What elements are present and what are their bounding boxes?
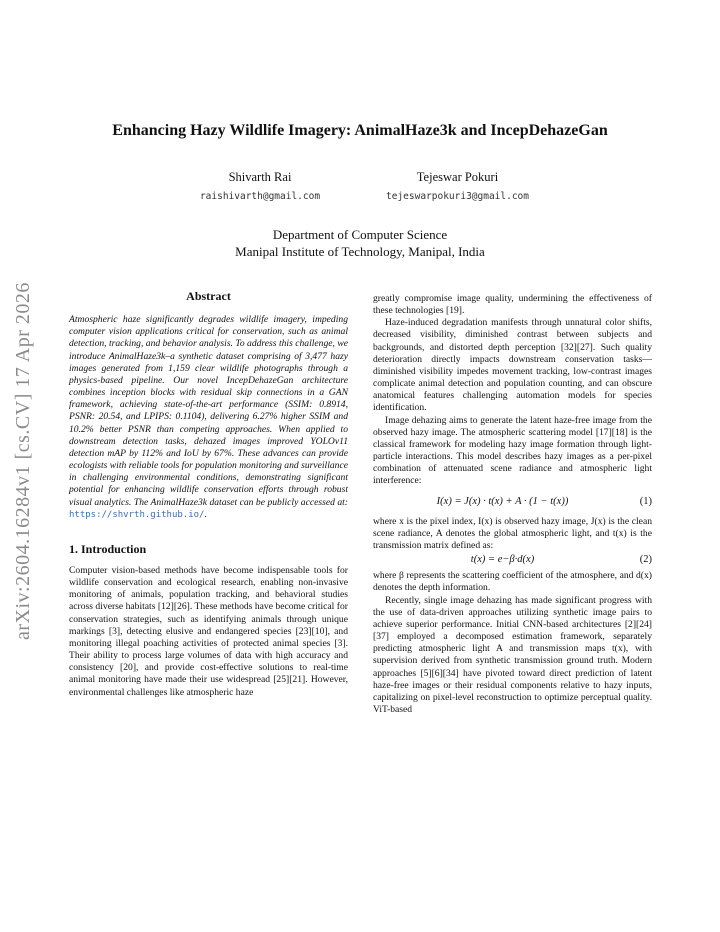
intro-paragraph: Computer vision-based methods have become indispensable tools for wildlife conservation and ecological research, enabling non-invasive monitoring of animals, population tracking, and behavioral studies across diverse habitats [12][26]. These methods have become critical for conservation strategies, such as identifying animals through unique markings [3], detecting elusive and endangered species [23][10], and monitoring illegal poaching activities of protected animal species [3]. Their ability to process large volumes of data with high accuracy and consistency [20], and provide cost-effective solutions to real-time animal monitoring have made their use widespread [25][21]. However, environmental challenges like atmospheric haze: [69, 564, 348, 698]
author-email: raishivarth@gmail.com: [199, 191, 321, 202]
arxiv-stamp: arXiv:2604.16284v1 [cs.CV] 17 Apr 2026: [12, 282, 34, 640]
right-column: [373, 293, 652, 716]
equation-number: (2): [639, 554, 652, 566]
paper-title: Enhancing Hazy Wildlife Imagery: AnimalHaze3k and IncepDehazeGan: [112, 122, 608, 139]
abstract-heading: Abstract: [186, 289, 231, 303]
dataset-link[interactable]: https://shvrth.github.io/: [69, 509, 205, 520]
author-name: Tejeswar Pokuri: [416, 170, 499, 184]
body-paragraph: Image dehazing aims to generate the latent haze-free image from the observed hazy image. The atmospheric scattering model [17][18] is the classical framework for modeling hazy image formation through light-particle interactions. This model describes hazy images as a per-pixel combination of attenuated scene radiance and atmospheric light interference:: [373, 414, 652, 487]
author-block: [180, 170, 340, 202]
left-column: [69, 290, 348, 699]
author-email: tejeswarpokuri3@gmail.com: [386, 191, 529, 202]
body-paragraph: where β represents the scattering coefficient of the atmosphere, and d(x) denotes the depth information.: [373, 570, 652, 594]
body-paragraph: Recently, single image dehazing has made significant progress with the use of data-driven approaches utilizing synthetic image pairs to achieve superior performance. Initial CNN-based architectures [2][24][37] employed a decomposed estimation framework, separately predicting atmospheric light A and transmission maps t(x), with supervision derived from synthetic transmission ground truth. Modern approaches [5][6][34] have pivoted toward direct prediction of latent haze-free images or their residual components relative to hazy inputs, capitalizing on pixel-level reconstruction to optimize perceptual quality. ViT-based: [373, 594, 652, 715]
body-paragraph: where x is the pixel index, I(x) is observed hazy image, J(x) is the clean scene radiance, A denotes the global atmospheric light, and t(x) is the transmission matrix defined as:: [373, 515, 652, 551]
body-paragraph: Haze-induced degradation manifests through unnatural color shifts, decreased visibility, diminished contrast between subjects and backgrounds, and distorted depth perception [32][27]. Such quality deterioration directly impacts downstream conservation tasks—diminished visibility impedes movement tracking, low-contrast images complicate animal detection and population counting, and can obscure anatomical features challenging automation models for species identification.: [373, 317, 652, 414]
equation-expression: t(x) = e−β·d(x): [470, 554, 535, 566]
author-name: Shivarth Rai: [228, 170, 292, 184]
equation-expression: I(x) = J(x) · t(x) + A · (1 − t(x)): [436, 495, 569, 507]
department: Department of Computer Science: [272, 227, 448, 242]
equation-2: [373, 554, 652, 566]
affiliation: [160, 226, 560, 260]
author-block: [370, 170, 545, 202]
institute: Manipal Institute of Technology, Manipal, India: [235, 244, 485, 259]
equation-number: (1): [639, 495, 652, 507]
section-heading: 1. Introduction: [69, 541, 147, 556]
abstract-text: Atmospheric haze significantly degrades wildlife imagery, impeding computer vision applications critical for conservation, such as animal detection, tracking, and behavior analysis. To address this challenge, we introduce AnimalHaze3k–a synthetic dataset comprising of 3,477 hazy images generated from 1,159 clear wildlife photographs through a physics-based pipeline. Our novel IncepDehazeGan architecture combines inception blocks with residual skip connections in a GAN framework, achieving state-of-the-art performance (SSIM: 0.8914, PSNR: 20.54, and LPIPS: 0.1104), delivering 6.27% higher SSIM and 10.2% better PSNR than competing approaches. When applied to downstream detection tasks, dehazed images improved YOLOv11 detection mAP by 112% and IoU by 67%. These advances can provide ecologists with reliable tools for population monitoring and surveillance in challenging environmental conditions, demonstrating significant potential for enhancing wildlife conservation efforts through robust visual analytics. The AnimalHaze3k dataset can be publicly accessed at: https://shvrth.github.io/.: [69, 314, 348, 520]
body-paragraph: greatly compromise image quality, undermining the effectiveness of these technologies [19].: [373, 293, 652, 317]
equation-1: [373, 496, 652, 508]
